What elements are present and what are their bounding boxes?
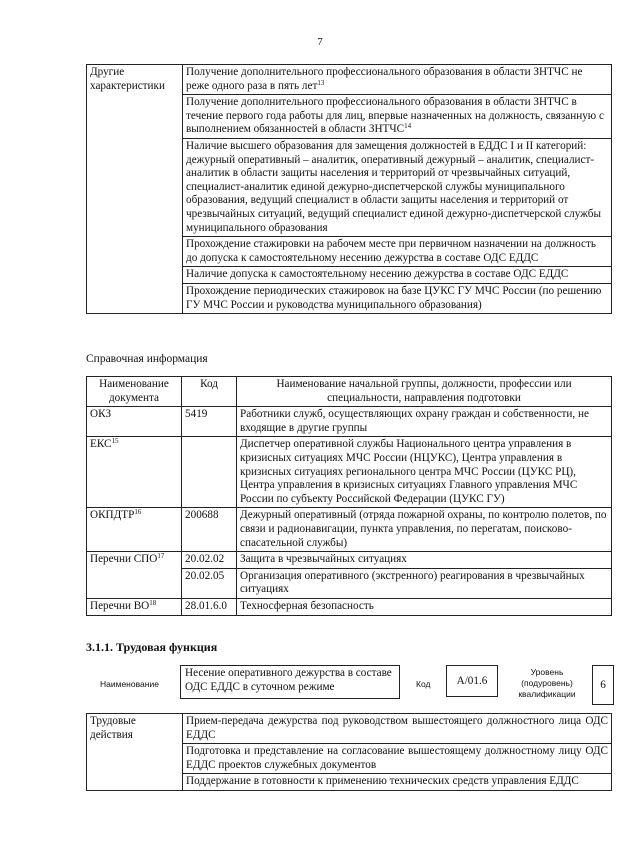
table-cell: Прохождение стажировки на рабочем месте при первичном назначении на должность до допуска к самостоятельному несению дежурства в составе ОДС ЕДДС (183, 237, 612, 267)
table-row (87, 508, 612, 552)
table-row (87, 552, 612, 569)
column-header: Код (182, 377, 237, 407)
table-cell (183, 95, 612, 139)
footnote-ref: 15 (111, 437, 119, 446)
labor-function-row (86, 662, 612, 704)
other-characteristics-table (86, 64, 612, 314)
labor-actions-table (86, 713, 612, 791)
cell-text: Получение дополнительного профессионального образования в области ЗНТЧС не реже одного раза в пять лет (186, 66, 583, 92)
cell-text: Перечни СПО (90, 553, 158, 566)
doc-cell (87, 407, 182, 437)
name-cell: Диспетчер оперативной службы Национального центра управления в кризисных ситуациях МЧС России (НЦУКС), Центра управления в кризисных ситуациях регионального центра МЧС России (ЦУКС РЦ), Центра управления в кризисных ситуациях Главного управления МЧС России по субъекту Российской Федерации (ЦУКС ГУ) (237, 437, 612, 508)
table-row (87, 714, 612, 744)
footnote-ref: 14 (404, 122, 412, 131)
name-cell: Организация оперативного (экстренного) реагирования в чрезвычайных ситуациях (237, 568, 612, 598)
column-header: Наименование документа (87, 377, 182, 407)
code-cell: 20.02.02 (182, 552, 237, 569)
level-box: 6 (592, 665, 614, 705)
code-label: Код (416, 679, 431, 689)
doc-cell (87, 598, 182, 615)
level-label: Уровень (подуровень) квалификации (518, 667, 576, 699)
doc-cell (87, 552, 182, 599)
name-cell: Дежурный оперативный (отряда пожарной охраны, по контролю полетов, по связи и радионавигации, пункта управления, по перегатам, поисково-спасательной службы) (237, 508, 612, 552)
table-cell: Прохождение периодических стажировок на базе ЦУКС ГУ МЧС России (по решению ГУ МЧС России и руководства муниципального образования) (183, 283, 612, 313)
table-header-row (87, 377, 612, 407)
table-cell: Наличие допуска к самостоятельному несению дежурства в составе ОДС ЕДДС (183, 267, 612, 284)
footnote-ref: 17 (157, 552, 165, 561)
function-code-box: А/01.6 (446, 665, 498, 697)
doc-cell (87, 508, 182, 552)
table-cell (183, 65, 612, 95)
table-cell: Подготовка и представление на согласование вышестоящему должностному лицу ОДС ЕДДС проектов служебных документов (183, 744, 612, 774)
function-name-box: Несение оперативного дежурства в составе ОДС ЕДДС в суточном режиме (180, 665, 400, 699)
reference-heading: Справочная информация (86, 353, 208, 365)
cell-text: Получение дополнительного профессионального образования в области ЗНТЧС в течение первого года работы для лиц, впервые назначенных на должность, связанную с выполнением обязанностей в области ЗНТЧС (186, 96, 604, 136)
table-cell: Прием-передача дежурства под руководством вышестоящего должностного лица ОДС ЕДДС (183, 714, 612, 744)
footnote-ref: 18 (149, 598, 157, 607)
name-label: Наименование (100, 679, 159, 689)
row-label: Трудовые действия (87, 714, 183, 791)
code-cell: 20.02.05 (182, 568, 237, 598)
column-header: Наименование начальной группы, должности, профессии или специальности, направления подготовки (237, 377, 612, 407)
section-title: 3.1.1. Трудовая функция (86, 640, 218, 654)
code-cell: 5419 (182, 407, 237, 437)
table-row (87, 598, 612, 615)
name-cell: Защита в чрезвычайных ситуациях (237, 552, 612, 569)
cell-text: Перечни ВО (90, 599, 150, 612)
row-label: Другие характеристики (87, 65, 183, 314)
name-cell: Работники служб, осуществляющих охрану граждан и собственности, не входящие в другие группы (237, 407, 612, 437)
reference-table (86, 376, 612, 616)
cell-text: ОКЗ (90, 408, 112, 421)
table-cell: Наличие высшего образования для замещения должностей в ЕДДС I и II категорий: дежурный оперативный – аналитик, оперативный дежурный – аналитик, специалист-аналитик в области защиты населения и территорий от чрезвычайных ситуаций, специалист-аналитик единой дежурно-диспетчерской службы муниципального образования, ведущий специалист в области защиты населения и территорий от чрезвычайных ситуаций, ведущий специалист единой дежурно-диспетчерской службы муниципального образования (183, 138, 612, 236)
footnote-ref: 16 (134, 508, 142, 517)
name-cell: Техносферная безопасность (237, 598, 612, 615)
code-cell (182, 437, 237, 508)
table-row (87, 407, 612, 437)
cell-text: ОКПДТР (90, 509, 135, 522)
table-cell: Поддержание в готовности к применению технических средств управления ЕДДС (183, 774, 612, 791)
code-cell: 28.01.6.0 (182, 598, 237, 615)
footnote-ref: 13 (317, 78, 325, 87)
table-row (87, 437, 612, 508)
cell-text: ЕКС (90, 438, 112, 451)
table-row (87, 65, 612, 95)
page-number: 7 (317, 36, 323, 48)
code-cell: 200688 (182, 508, 237, 552)
doc-cell (87, 437, 182, 508)
